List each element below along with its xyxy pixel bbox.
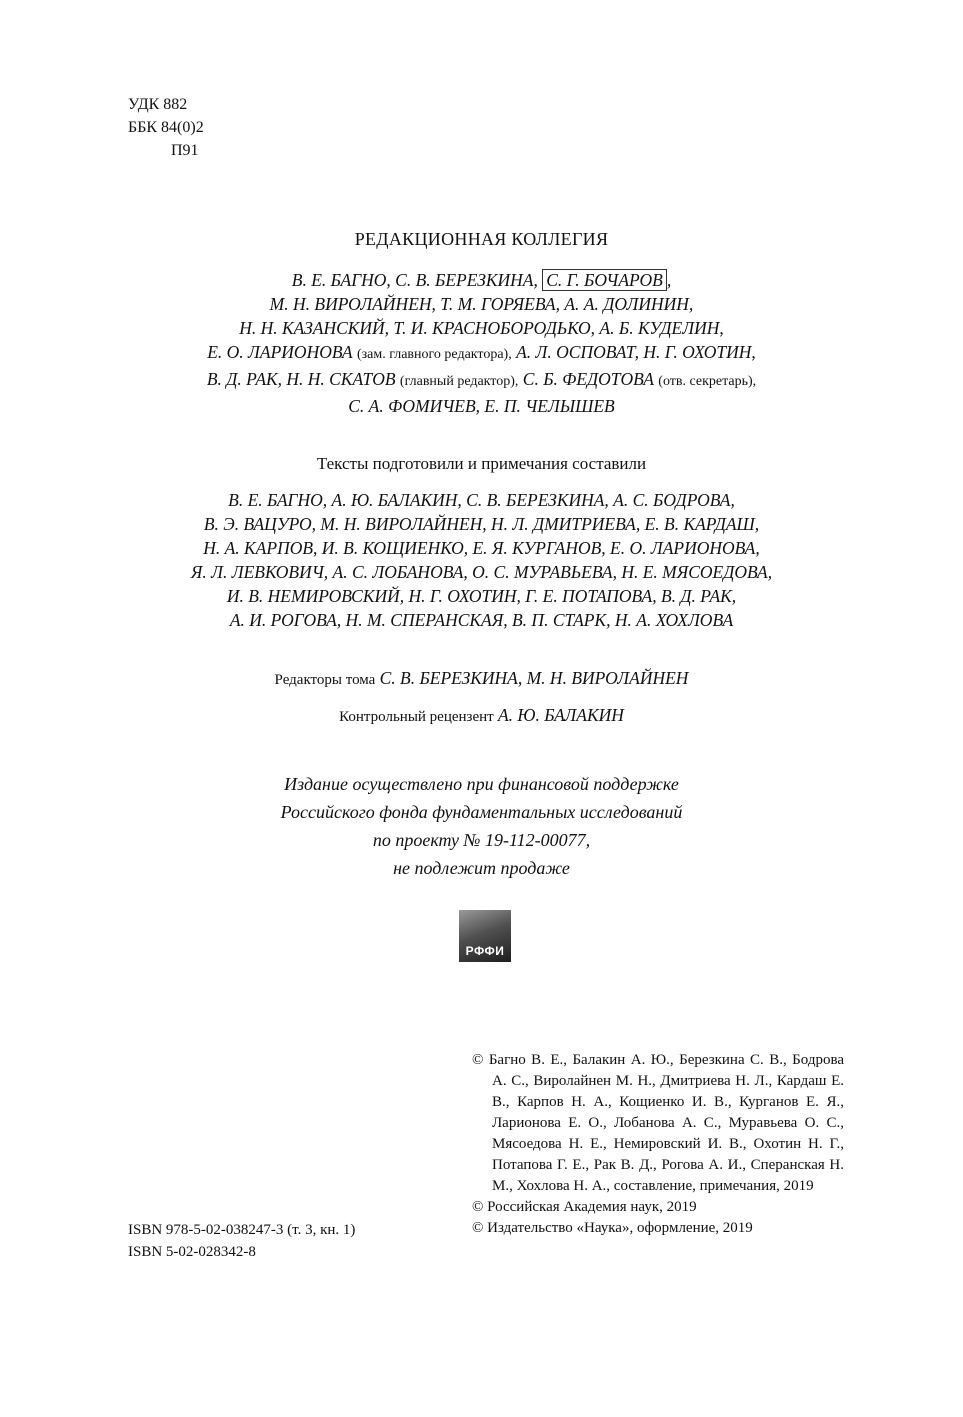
board-role-note: (отв. секретарь), [658, 374, 757, 389]
isbn-block [128, 1219, 355, 1263]
board-role-note: (зам. главного редактора), [356, 347, 512, 362]
preparers-heading: Тексты подготовили и примечания составили [316, 454, 647, 473]
board-names-5a: В. Д. РАК, Н. Н. СКАТОВ [206, 369, 396, 389]
board-line-6: С. А. ФОМИЧЕВ, Е. П. ЧЕЛЫШЕВ [348, 396, 615, 416]
board-line-1 [0, 268, 963, 292]
board-names-1a: В. Е. БАГНО, С. В. БЕРЕЗКИНА, [291, 270, 538, 290]
copyright-entry-publisher: © Издательство «Наука», оформление, 2019 [472, 1220, 753, 1236]
classification-block [128, 93, 204, 162]
board-line-4 [0, 340, 963, 367]
preparers-line: А. И. РОГОВА, Н. М. СПЕРАНСКАЯ, В. П. СТАРК, Н. А. ХОХЛОВА [229, 610, 734, 630]
author-mark: П91 [171, 142, 199, 159]
copyright-block [472, 1050, 844, 1239]
bbk-code: ББК 84(0)2 [128, 119, 204, 136]
board-names-4b: А. Л. ОСПОВАТ, Н. Г. ОХОТИН, [516, 342, 756, 362]
board-names-4a: Е. О. ЛАРИОНОВА [207, 342, 353, 362]
volume-editors-label: Редакторы тома [274, 672, 376, 688]
reviewer-label: Контрольный рецензент [339, 709, 494, 725]
rffi-logo-text: РФФИ [465, 944, 505, 958]
editorial-board-heading: РЕДАКЦИОННАЯ КОЛЛЕГИЯ [354, 229, 609, 249]
boxed-name-bocharov: С. Г. БОЧАРОВ [542, 269, 667, 291]
volume-editors [0, 668, 963, 689]
board-line-2: М. Н. ВИРОЛАЙНЕН, Т. М. ГОРЯЕВА, А. А. ДОЛИНИН, [269, 294, 694, 314]
board-role-note: (главный редактор), [399, 374, 519, 389]
grant-line-1: Издание осуществлено при финансовой поддержке [284, 774, 679, 794]
preparers-line: В. Э. ВАЦУРО, М. Н. ВИРОЛАЙНЕН, Н. Л. ДМИТРИЕВА, Е. В. КАРДАШ, [203, 514, 760, 534]
board-names-1b: , [666, 270, 672, 290]
preparers-list [0, 488, 963, 632]
board-line-3: Н. Н. КАЗАНСКИЙ, Т. И. КРАСНОБОРОДЬКО, А. Б. КУДЕЛИН, [239, 318, 724, 338]
preparers-line: Н. А. КАРПОВ, И. В. КОЩИЕНКО, Е. Я. КУРГАНОВ, Е. О. ЛАРИОНОВА, [203, 538, 760, 558]
preparers-line: В. Е. БАГНО, А. Ю. БАЛАКИН, С. В. БЕРЕЗКИНА, А. С. БОДРОВА, [228, 490, 735, 510]
isbn-line-1: ISBN 978-5-02-038247-3 (т. 3, кн. 1) [128, 1222, 356, 1238]
grant-line-4: не подлежит продаже [393, 858, 570, 878]
editorial-board-list [0, 268, 963, 418]
reviewer-name: А. Ю. БАЛАКИН [497, 705, 624, 725]
preparers-line: И. В. НЕМИРОВСКИЙ, Н. Г. ОХОТИН, Г. Е. ПОТАПОВА, В. Д. РАК, [226, 586, 737, 606]
reviewer [0, 705, 963, 726]
copyright-entry-compilers: © Багно В. Е., Балакин А. Ю., Березкина С. В., Бодрова А. С., Виролайнен М. Н., Дмитриева Н. Л., Кардаш Е. В., Карпов Н. А., Кощиенко И. В., Курганов Е. Я., Ларионова Е. О., Лобанова А. С., Муравьева О. С., Мясоедова Н. Е., Немировский И. В., Охотин Н. Г., Потапова Г. Е., Рак В. Д., Рогова А. И., Сперанская Н. М., Хохлова Н. А., составление, примечания, 2019 [472, 1052, 844, 1194]
copyright-entry-ras: © Российская Академия наук, 2019 [472, 1199, 697, 1215]
isbn-line-2: ISBN 5-02-028342-8 [128, 1244, 256, 1260]
grant-line-2: Российского фонда фундаментальных исследований [280, 802, 683, 822]
board-line-5 [0, 367, 963, 394]
board-names-5b: С. Б. ФЕДОТОВА [522, 369, 654, 389]
rffi-logo-icon [459, 910, 511, 962]
udk-code: УДК 882 [128, 96, 188, 113]
grant-line-3: по проекту № 19-112-00077, [372, 830, 591, 850]
grant-note [0, 770, 963, 882]
volume-editors-names: С. В. БЕРЕЗКИНА, М. Н. ВИРОЛАЙНЕН [379, 668, 689, 688]
preparers-line: Я. Л. ЛЕВКОВИЧ, А. С. ЛОБАНОВА, О. С. МУРАВЬЕВА, Н. Е. МЯСОЕДОВА, [190, 562, 773, 582]
